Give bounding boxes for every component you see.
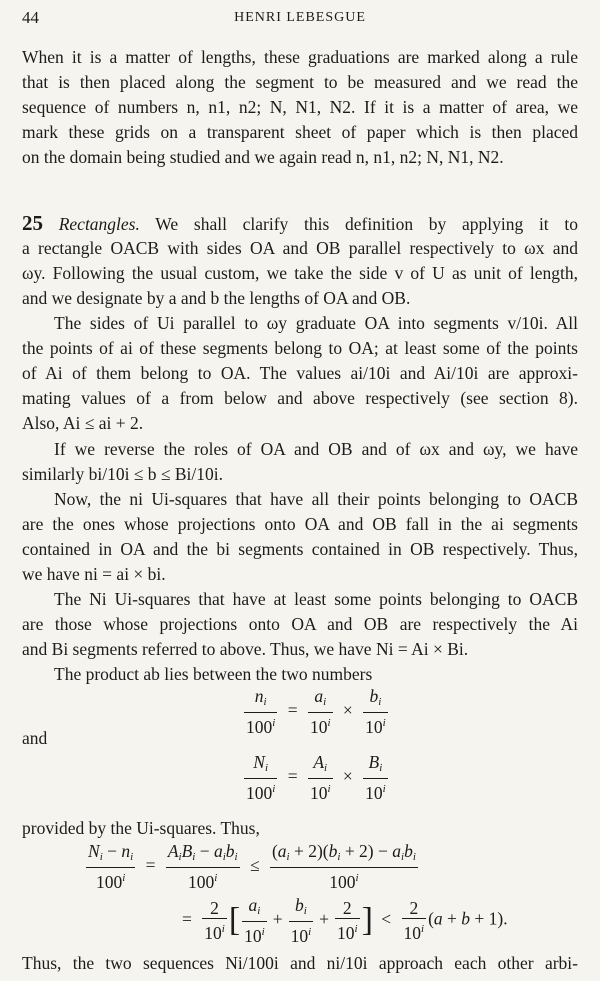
text-line: sequence of numbers n, n1, n2; N, N1, N2. If it is a matter of area, we — [22, 97, 578, 117]
text-line: We shall clarify this definition by applying it to — [155, 214, 578, 234]
text-line: similarly bi/10i ≤ b ≤ Bi/10i. — [22, 464, 224, 484]
text-line: and Bi segments referred to above. Thus, we have Ni = Ai × Bi. — [22, 639, 469, 659]
text-line: If we reverse the roles of OA and OB and of ωx and ωy, we have — [54, 439, 578, 459]
text-line: and — [22, 728, 48, 748]
text-line: on the domain being studied and we again read n, n1, n2; N, N1, N2. — [22, 147, 504, 167]
text-line: Thus, the two sequences Ni/100i and ni/10i approach each other arbi- — [22, 953, 578, 973]
text-line: that is then placed along the segment to be measured and we read the — [22, 72, 578, 92]
text-line: provided by the Ui-squares. Thus, — [22, 818, 260, 838]
equation-2: $\frac{N_i}{100^i}$ = $\frac{A_i}{10^i}$ × $\frac{B_i}{10^i}$ — [246, 752, 386, 803]
equation-3: $\frac{N_i - n_i}{100^i}$ = $\frac{A_iB_i - a_ib_i}{100^i}$ ≤ $\frac{(a_i + 2)(b_i + 2) - a_ib_i}{100^i}$ — [88, 841, 416, 892]
text-line: mark these grids on a transparent sheet of paper which is then placed — [22, 122, 578, 142]
text-line: Also, Ai ≤ ai + 2. — [22, 413, 144, 433]
text-line: and we designate by a and b the lengths of OA and OB. — [22, 288, 411, 308]
text-line: we have ni = ai × bi. — [22, 564, 166, 584]
section-heading-line — [22, 212, 578, 235]
page-number: 44 — [22, 8, 39, 27]
text-line: the points of ai of these segments belong to OA; at least some of the points — [22, 338, 578, 358]
text-line: a rectangle OACB with sides OA and OB parallel respectively to ωx and — [22, 238, 578, 258]
equation-4: = $\frac{2}{10^i}$ [ $\frac{a_i}{10^i}$ + $\frac{b_i}{10^i}$ + $\frac{2}{10^i}$ ] < $\frac{2}{10^i}$ (a + b + 1). — [182, 895, 508, 946]
text-line: Now, the ni Ui-squares that have all their points belonging to OACB — [54, 489, 578, 509]
running-title: HENRI LEBESGUE — [234, 10, 366, 25]
text-line: ωy. Following the usual custom, we take the side v of U as unit of length, — [22, 263, 578, 283]
text-line: are the ones whose projections onto OA and OB fall in the ai segments — [22, 514, 578, 534]
section-title: Rectangles. — [58, 214, 140, 234]
section-number: 25 — [22, 211, 43, 235]
text-line: When it is a matter of lengths, these graduations are marked along a rule — [22, 47, 578, 67]
text-line: The sides of Ui parallel to ωy graduate OA into segments v/10i. All — [54, 313, 578, 333]
text-line: contained in OA and the bi segments contained in OB respectively. Thus, — [22, 539, 578, 559]
text-line: mating values of a from below and above respectively (see section 8). — [22, 388, 578, 408]
text-line: of Ai of them belong to OA. The values ai/10i and Ai/10i are approxi- — [22, 363, 578, 383]
text-line: The product ab lies between the two numbers — [54, 664, 373, 684]
text-line: The Ni Ui-squares that have at least some points belonging to OACB — [54, 589, 578, 609]
page-header — [22, 8, 578, 32]
text-line: are those whose projections onto OA and OB are respectively the Ai — [22, 614, 578, 634]
equation-1: $\frac{n_i}{100^i}$ = $\frac{a_i}{10^i}$ × $\frac{b_i}{10^i}$ — [246, 686, 386, 737]
